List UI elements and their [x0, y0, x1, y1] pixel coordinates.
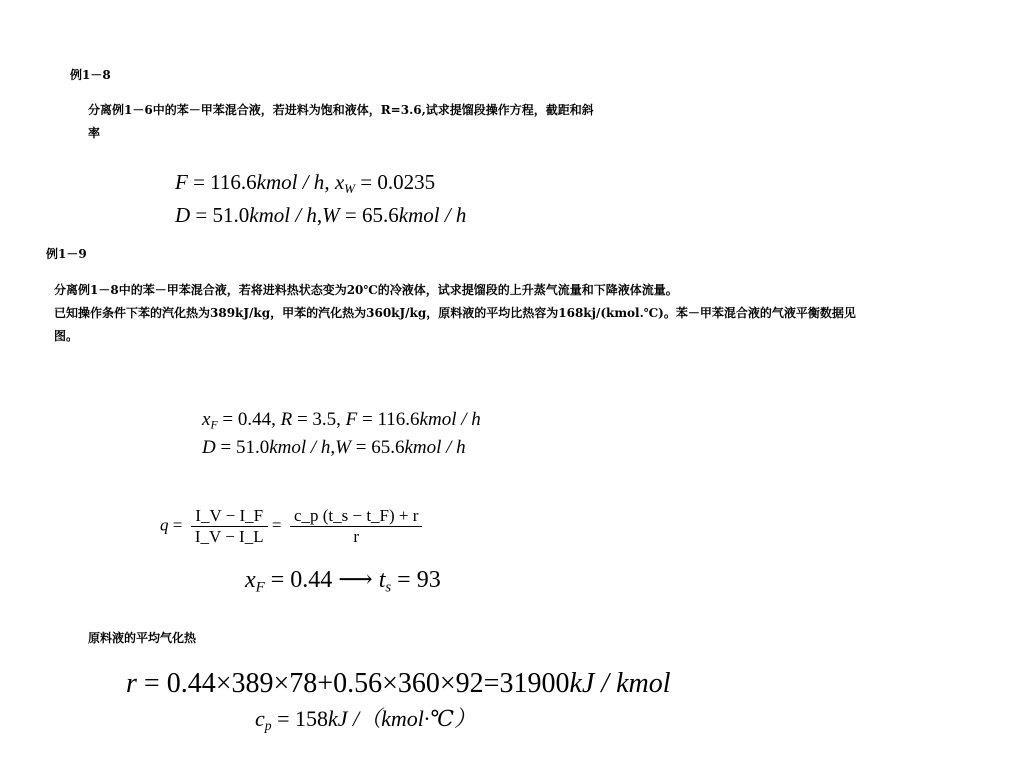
equation-q-definition: q = $\frac{I\_V - I\_F}{I\_V - I\_L}$ = $\frac{c\_p (t\_s - t\_F) + r}{r}$ [160, 506, 422, 547]
equation-feed-conditions: $x_F = 0.44$, R = 3.5, F = 116.6kmol / h [202, 409, 481, 432]
problem-line: 已知操作条件下苯的汽化热为389kJ/kg，甲苯的汽化热为360kJ/kg，原料液的平均比热容为168kj/(kmol.℃)。苯－甲苯混合液的气液平衡数据见 [54, 306, 856, 320]
example-1-8-heading: 例1－8 [70, 68, 111, 82]
equation-latent-heat: r = 0.44×389×78+0.56×360×92=31900kJ / kmol [126, 668, 671, 699]
equation-distillate-flow: D = 51.0kmol / h,W = 65.6kmol / h [175, 203, 467, 227]
problem-line: 分离例1－6中的苯－甲苯混合液，若进料为饱和液体，R=3.6,试求提馏段操作方程，截距和斜 [88, 103, 594, 117]
example-1-8-problem [88, 99, 594, 145]
problem-line: 率 [88, 126, 101, 140]
example-1-9-heading: 例1－9 [46, 247, 87, 261]
equation-product-flows: D = 51.0kmol / h,W = 65.6kmol / h [202, 437, 466, 458]
problem-line: 分离例1－8中的苯－甲苯混合液，若将进料热状态变为20℃的冷液体，试求提馏段的上升蒸气流量和下降液体流量。 [54, 283, 678, 297]
problem-line: 图。 [54, 329, 79, 343]
equation-bubble-point: $x_F = 0.44$ ⟶ $t_s = 93$ [245, 567, 441, 596]
example-1-9-problem [54, 279, 856, 348]
equation-feed-flow: F = 116.6kmol / h, $x_W = 0.0235$ [175, 170, 436, 196]
fraction-heat: $\frac{c\_p (t\_s - t\_F) + r}{r}$ [290, 506, 422, 547]
equation-heat-capacity: $c_p = 158kJ$ /（kmol·℃） [255, 706, 477, 734]
fraction-enthalpy: $\frac{I\_V - I\_F}{I\_V - I\_L}$ [191, 506, 268, 547]
avg-latent-heat-label: 原料液的平均气化热 [88, 631, 197, 645]
